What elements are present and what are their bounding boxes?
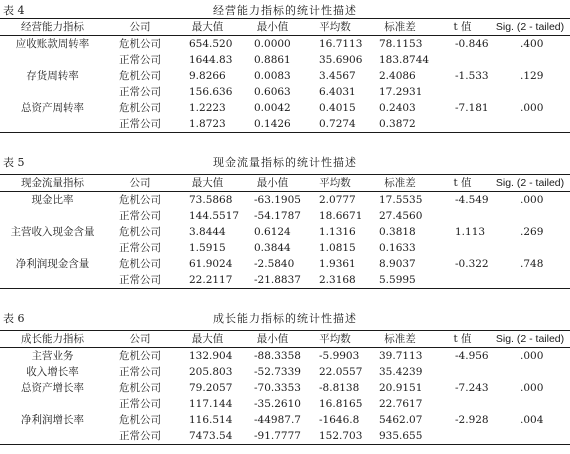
table-title: 成长能力指标的统计性描述 <box>213 312 357 325</box>
min-cell: -35.2610 <box>254 398 301 410</box>
table-caption <box>0 152 570 170</box>
table-row <box>0 100 570 116</box>
sd-cell: 35.4239 <box>379 366 423 378</box>
company-cell: 危机公司 <box>119 350 161 362</box>
sd-cell: 0.3818 <box>379 226 416 238</box>
sig-cell <box>490 396 570 412</box>
max-cell: 79.2057 <box>189 382 233 394</box>
min-cell: -21.8837 <box>240 272 305 289</box>
min-cell: 0.0000 <box>254 38 291 50</box>
sig-cell: .000 <box>520 350 544 362</box>
sig-cell <box>490 272 570 289</box>
company-cell: 正常公司 <box>119 86 161 98</box>
sd-cell: 8.9037 <box>379 258 416 270</box>
t-value-cell <box>435 240 490 256</box>
sd-header: 标准差 <box>365 19 435 36</box>
min-cell: -91.7777 <box>240 428 305 445</box>
sd-cell: 27.4560 <box>379 210 423 222</box>
header-row <box>0 175 570 192</box>
table-caption <box>0 308 570 326</box>
min-header: 最小值 <box>240 19 305 36</box>
t-value-cell <box>435 428 490 445</box>
min-cell: 0.6124 <box>254 226 291 238</box>
sig-cell <box>490 52 570 68</box>
mean-cell: 2.3168 <box>305 272 365 289</box>
min-cell: -54.1787 <box>254 210 301 222</box>
company-cell: 正常公司 <box>105 272 175 289</box>
sd-cell: 20.9151 <box>379 382 423 394</box>
sd-cell: 78.1153 <box>379 38 423 50</box>
sd-cell: 2.4086 <box>379 70 416 82</box>
t-value-cell <box>435 116 490 133</box>
sig-cell <box>490 428 570 445</box>
company-cell: 正常公司 <box>119 242 161 254</box>
company-cell: 危机公司 <box>119 70 161 82</box>
company-cell: 危机公司 <box>119 102 161 114</box>
indicator-cell <box>0 396 105 412</box>
company-cell: 正常公司 <box>105 428 175 445</box>
sig-cell <box>490 116 570 133</box>
max-cell: 156.636 <box>189 86 233 98</box>
max-cell: 1.8723 <box>175 116 240 133</box>
sig-cell: .004 <box>520 414 544 426</box>
min-cell: 0.0042 <box>254 102 291 114</box>
company-cell: 正常公司 <box>119 398 161 410</box>
sd-cell: 39.7113 <box>379 350 423 362</box>
table-caption <box>0 0 570 18</box>
t-value-cell: 1.113 <box>455 226 486 238</box>
company-cell: 危机公司 <box>119 38 161 50</box>
company-cell: 危机公司 <box>119 414 161 426</box>
table-row <box>0 380 570 396</box>
company-cell: 危机公司 <box>119 382 161 394</box>
max-header: 最大值 <box>175 19 240 36</box>
indicator-header: 成长能力指标 <box>0 331 105 348</box>
company-cell: 危机公司 <box>119 194 161 206</box>
company-cell: 危机公司 <box>119 226 161 238</box>
company-header: 公司 <box>105 331 175 348</box>
sd-cell: 0.3872 <box>365 116 435 133</box>
sig-cell: .748 <box>520 258 544 270</box>
min-cell: -44987.7 <box>254 414 301 426</box>
t-value-cell: -0.846 <box>455 38 489 50</box>
mean-header: 平均数 <box>305 19 365 36</box>
table-row <box>0 364 570 380</box>
sd-cell: 5.5995 <box>365 272 435 289</box>
min-cell: -63.1905 <box>254 194 301 206</box>
mean-cell: 152.703 <box>305 428 365 445</box>
table-number: 表 4 <box>3 4 25 17</box>
statistics-table <box>0 330 570 445</box>
t-value-cell <box>435 84 490 100</box>
indicator-header: 经营能力指标 <box>0 19 105 36</box>
indicator-cell: 总资产增长率 <box>21 382 84 394</box>
indicator-cell: 应收账款周转率 <box>15 38 90 50</box>
min-cell: 0.8861 <box>254 54 291 66</box>
mean-cell: 3.4567 <box>319 70 356 82</box>
indicator-cell <box>0 208 105 224</box>
mean-cell: 1.9361 <box>319 258 356 270</box>
mean-cell: 0.4015 <box>319 102 356 114</box>
mean-cell: 18.6671 <box>319 210 363 222</box>
statistics-table <box>0 18 570 133</box>
table-row <box>0 240 570 256</box>
min-cell: -2.5840 <box>254 258 295 270</box>
table-row <box>0 68 570 84</box>
min-header: 最小值 <box>240 331 305 348</box>
indicator-cell: 净利润现金含量 <box>15 258 90 270</box>
sd-cell: 22.7617 <box>379 398 423 410</box>
mean-cell: -1646.8 <box>319 414 360 426</box>
sig-header: Sig. (2 - tailed) <box>490 19 570 36</box>
sd-cell: 17.5535 <box>379 194 423 206</box>
max-cell: 61.9024 <box>189 258 233 270</box>
table-row <box>0 256 570 272</box>
max-cell: 205.803 <box>189 366 233 378</box>
indicator-cell <box>0 272 105 289</box>
sd-cell: 17.2931 <box>379 86 423 98</box>
mean-cell: 1.0815 <box>319 242 356 254</box>
company-cell: 正常公司 <box>105 116 175 133</box>
table-row <box>0 224 570 240</box>
min-cell: 0.6063 <box>254 86 291 98</box>
min-cell: 0.1426 <box>240 116 305 133</box>
sig-cell: .000 <box>520 382 544 394</box>
header-row <box>0 19 570 36</box>
company-cell: 正常公司 <box>119 210 161 222</box>
sd-header: 标准差 <box>365 175 435 192</box>
min-cell: 0.0083 <box>254 70 291 82</box>
sig-cell <box>490 208 570 224</box>
table-row <box>0 348 570 365</box>
header-row <box>0 331 570 348</box>
max-cell: 3.8444 <box>189 226 226 238</box>
mean-cell: 16.7113 <box>319 38 363 50</box>
company-cell: 危机公司 <box>119 258 161 270</box>
mean-cell: 6.4031 <box>319 86 356 98</box>
mean-cell: -5.9903 <box>319 350 360 362</box>
table-row <box>0 52 570 68</box>
max-cell: 654.520 <box>189 38 233 50</box>
max-cell: 144.5517 <box>189 210 240 222</box>
min-cell: -88.3358 <box>254 350 301 362</box>
company-cell: 正常公司 <box>119 366 161 378</box>
sd-cell: 0.2403 <box>379 102 416 114</box>
indicator-cell: 收入增长率 <box>26 366 79 378</box>
company-cell: 正常公司 <box>119 54 161 66</box>
mean-header: 平均数 <box>305 175 365 192</box>
sd-header: 标准差 <box>365 331 435 348</box>
min-cell: -52.7339 <box>254 366 301 378</box>
sig-cell <box>490 84 570 100</box>
max-cell: 1.2223 <box>189 102 226 114</box>
table-row <box>0 36 570 53</box>
sig-cell: .000 <box>520 102 544 114</box>
indicator-cell <box>0 52 105 68</box>
sig-cell: .129 <box>520 70 544 82</box>
mean-cell: 1.1316 <box>319 226 356 238</box>
t-value-cell: -7.243 <box>455 382 489 394</box>
t-value-cell <box>435 396 490 412</box>
table-row <box>0 428 570 445</box>
indicator-cell: 存货周转率 <box>26 70 79 82</box>
max-cell: 117.144 <box>189 398 233 410</box>
mean-cell: -8.8138 <box>319 382 360 394</box>
t-value-cell: -4.956 <box>455 350 489 362</box>
sd-cell: 935.655 <box>365 428 435 445</box>
sd-cell: 5462.07 <box>379 414 423 426</box>
t-value-cell: -2.928 <box>455 414 489 426</box>
table-row <box>0 84 570 100</box>
t-value-cell: -0.322 <box>455 258 489 270</box>
indicator-cell: 主营收入现金含量 <box>10 226 95 238</box>
max-header: 最大值 <box>175 175 240 192</box>
indicator-cell: 现金比率 <box>31 194 74 206</box>
max-cell: 7473.54 <box>175 428 240 445</box>
table-title: 经营能力指标的统计性描述 <box>213 4 357 17</box>
t-value-header: t 值 <box>435 331 490 348</box>
indicator-cell <box>0 240 105 256</box>
indicator-cell: 净利润增长率 <box>21 414 84 426</box>
t-value-cell: -1.533 <box>455 70 489 82</box>
table-row <box>0 116 570 133</box>
mean-cell: 35.6906 <box>319 54 363 66</box>
min-header: 最小值 <box>240 175 305 192</box>
statistics-table <box>0 174 570 289</box>
indicator-cell: 主营业务 <box>31 350 74 362</box>
max-cell: 116.514 <box>189 414 233 426</box>
min-cell: -70.3353 <box>254 382 301 394</box>
mean-header: 平均数 <box>305 331 365 348</box>
min-cell: 0.3844 <box>254 242 291 254</box>
sd-cell: 0.1633 <box>379 242 416 254</box>
table-row <box>0 192 570 209</box>
indicator-header: 现金流量指标 <box>0 175 105 192</box>
max-cell: 9.8266 <box>189 70 226 82</box>
table-row <box>0 396 570 412</box>
sig-header: Sig. (2 - tailed) <box>490 175 570 192</box>
t-value-header: t 值 <box>435 175 490 192</box>
t-value-cell <box>435 52 490 68</box>
mean-cell: 0.7274 <box>305 116 365 133</box>
company-header: 公司 <box>105 19 175 36</box>
sig-cell: .269 <box>520 226 544 238</box>
table-title: 现金流量指标的统计性描述 <box>213 156 357 169</box>
t-value-cell <box>435 208 490 224</box>
max-cell: 1644.83 <box>189 54 233 66</box>
indicator-cell <box>0 428 105 445</box>
sig-cell: .000 <box>520 194 544 206</box>
t-value-cell: -4.549 <box>455 194 489 206</box>
max-cell: 73.5868 <box>189 194 233 206</box>
table-row <box>0 412 570 428</box>
company-header: 公司 <box>105 175 175 192</box>
indicator-cell: 总资产周转率 <box>21 102 84 114</box>
mean-cell: 16.8165 <box>319 398 363 410</box>
t-value-header: t 值 <box>435 19 490 36</box>
indicator-cell <box>0 84 105 100</box>
sig-header: Sig. (2 - tailed) <box>490 331 570 348</box>
t-value-cell <box>435 272 490 289</box>
max-cell: 22.2117 <box>175 272 240 289</box>
mean-cell: 22.0557 <box>319 366 363 378</box>
t-value-cell: -7.181 <box>455 102 489 114</box>
max-cell: 132.904 <box>189 350 233 362</box>
sig-cell <box>490 364 570 380</box>
max-header: 最大值 <box>175 331 240 348</box>
table-row <box>0 208 570 224</box>
table-row <box>0 272 570 289</box>
sd-cell: 183.8744 <box>379 54 430 66</box>
sig-cell: .400 <box>520 38 544 50</box>
table-number: 表 5 <box>3 156 25 169</box>
mean-cell: 2.0777 <box>319 194 356 206</box>
table-number: 表 6 <box>3 312 25 325</box>
t-value-cell <box>435 364 490 380</box>
sig-cell <box>490 240 570 256</box>
max-cell: 1.5915 <box>189 242 226 254</box>
indicator-cell <box>0 116 105 133</box>
